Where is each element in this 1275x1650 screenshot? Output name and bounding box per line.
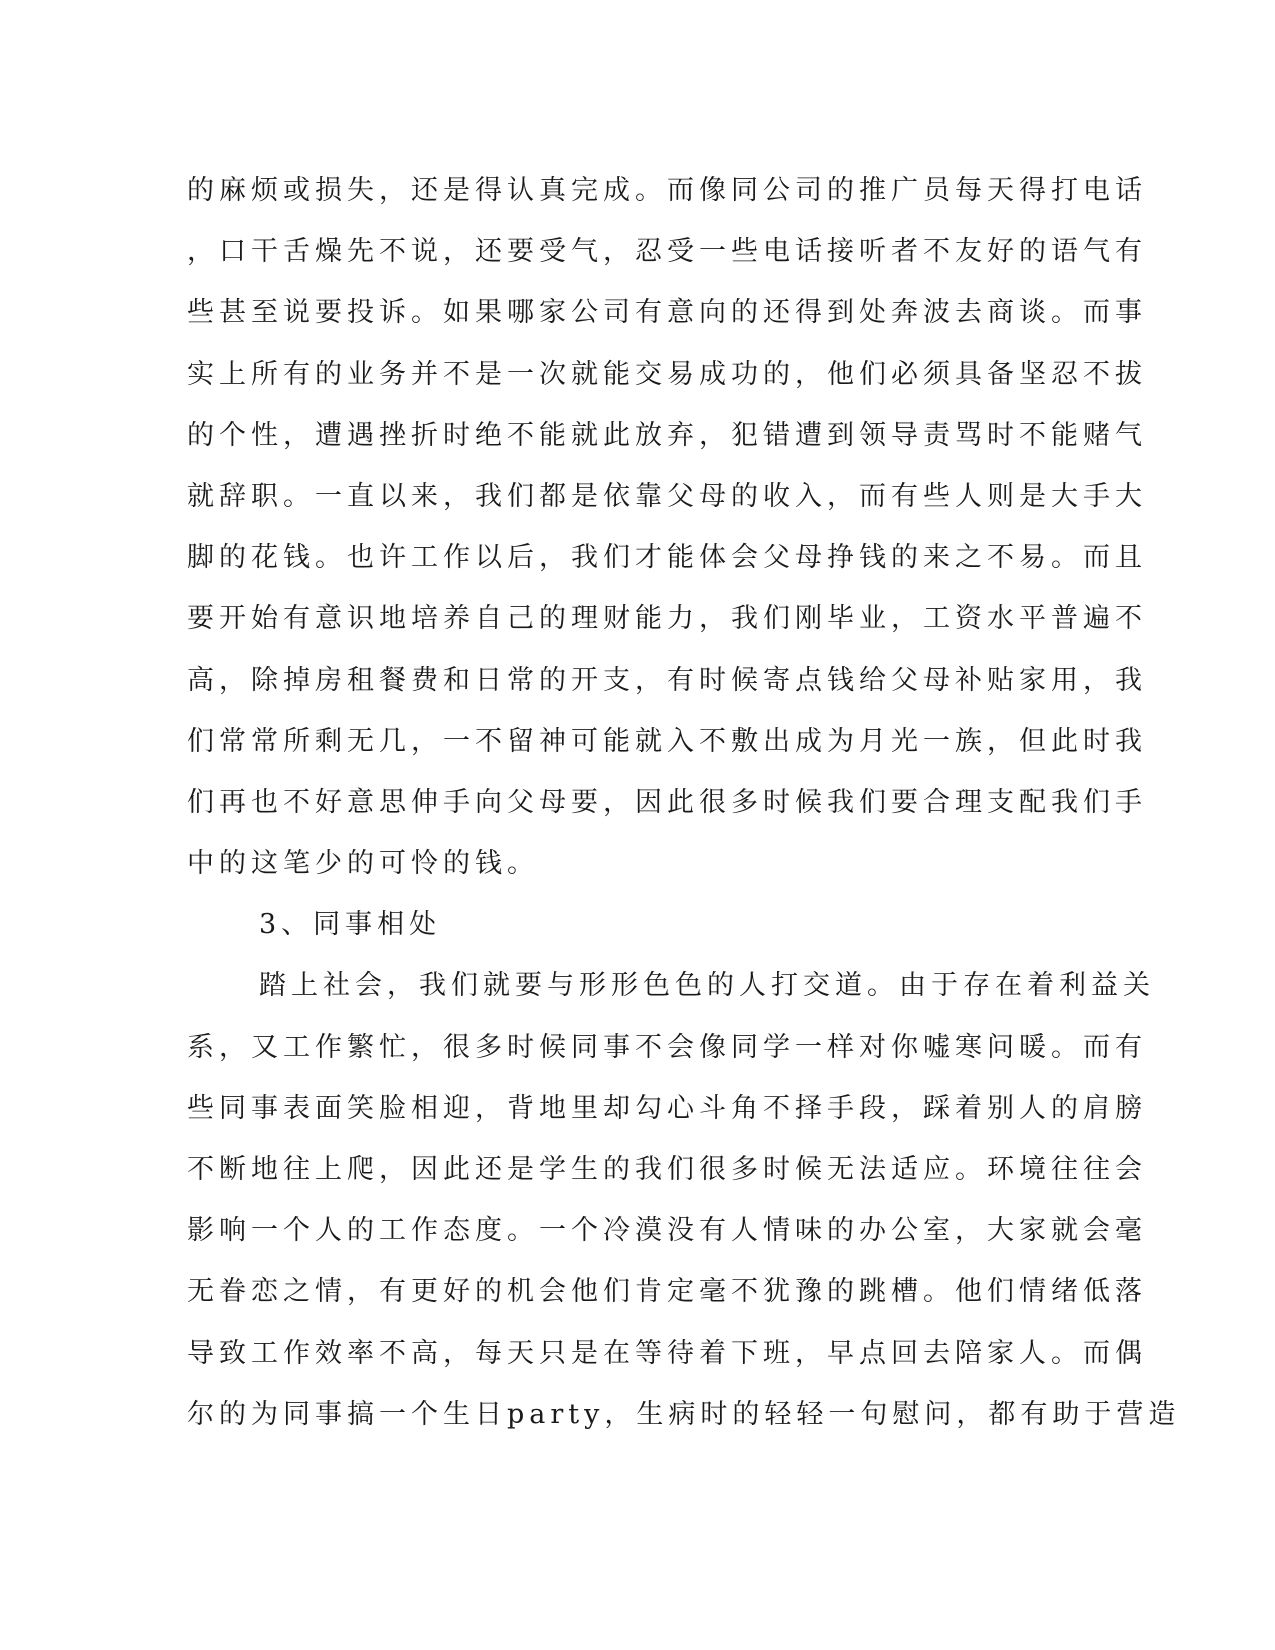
text-line: 中的这笔少的可怜的钱。 [187, 848, 539, 880]
text-line: ，口干舌燥先不说，还要受气，忍受一些电话接听者不友好的语气有 [187, 236, 1147, 268]
text-line: 些同事表面笑脸相迎，背地里却勾心斗角不择手段，踩着别人的肩膀 [187, 1092, 1147, 1124]
text-line: 无眷恋之情，有更好的机会他们肯定毫不犹豫的跳槽。他们情绪低落 [187, 1276, 1147, 1308]
text-line: 系，又工作繁忙，很多时候同事不会像同学一样对你嘘寒问暖。而有 [187, 1031, 1147, 1063]
text-line: 影响一个人的工作态度。一个冷漠没有人情味的办公室，大家就会毫 [187, 1215, 1147, 1247]
text-line: 些甚至说要投诉。如果哪家公司有意向的还得到处奔波去商谈。而事 [187, 297, 1147, 329]
text-line: 的个性，遭遇挫折时绝不能就此放弃，犯错遭到领导责骂时不能赌气 [187, 419, 1147, 451]
text-line: 实上所有的业务并不是一次就能交易成功的，他们必须具备坚忍不拔 [187, 358, 1147, 390]
text-line: 要开始有意识地培养自己的理财能力，我们刚毕业，工资水平普遍不 [187, 603, 1147, 635]
text-line: 的麻烦或损失，还是得认真完成。而像同公司的推广员每天得打电话 [187, 175, 1147, 206]
text-line: 不断地往上爬，因此还是学生的我们很多时候无法适应。环境往往会 [187, 1154, 1147, 1185]
text-line: 高，除掉房租餐费和日常的开支，有时候寄点钱给父母补贴家用，我 [187, 664, 1147, 696]
text-line: 们再也不好意思伸手向父母要，因此很多时候我们要合理支配我们手 [187, 786, 1147, 818]
text-line: 导致工作效率不高，每天只是在等待着下班，早点回去陪家人。而偶 [187, 1337, 1147, 1369]
document-body [187, 160, 1181, 1445]
text-line: 尔的为同事搞一个生日party，生病时的轻轻一句慰问，都有助于营造 [187, 1398, 1181, 1430]
text-line: 们常常所剩无几，一不留神可能就入不敷出成为月光一族，但此时我 [187, 725, 1147, 757]
text-line: 脚的花钱。也许工作以后，我们才能体会父母挣钱的来之不易。而且 [187, 542, 1147, 574]
paragraph-first-line: 踏上社会，我们就要与形形色色的人打交道。由于存在着利益关 [259, 970, 1155, 1002]
text-line: 就辞职。一直以来，我们都是依靠父母的收入，而有些人则是大手大 [187, 480, 1147, 512]
section-heading: 3、同事相处 [259, 909, 442, 941]
